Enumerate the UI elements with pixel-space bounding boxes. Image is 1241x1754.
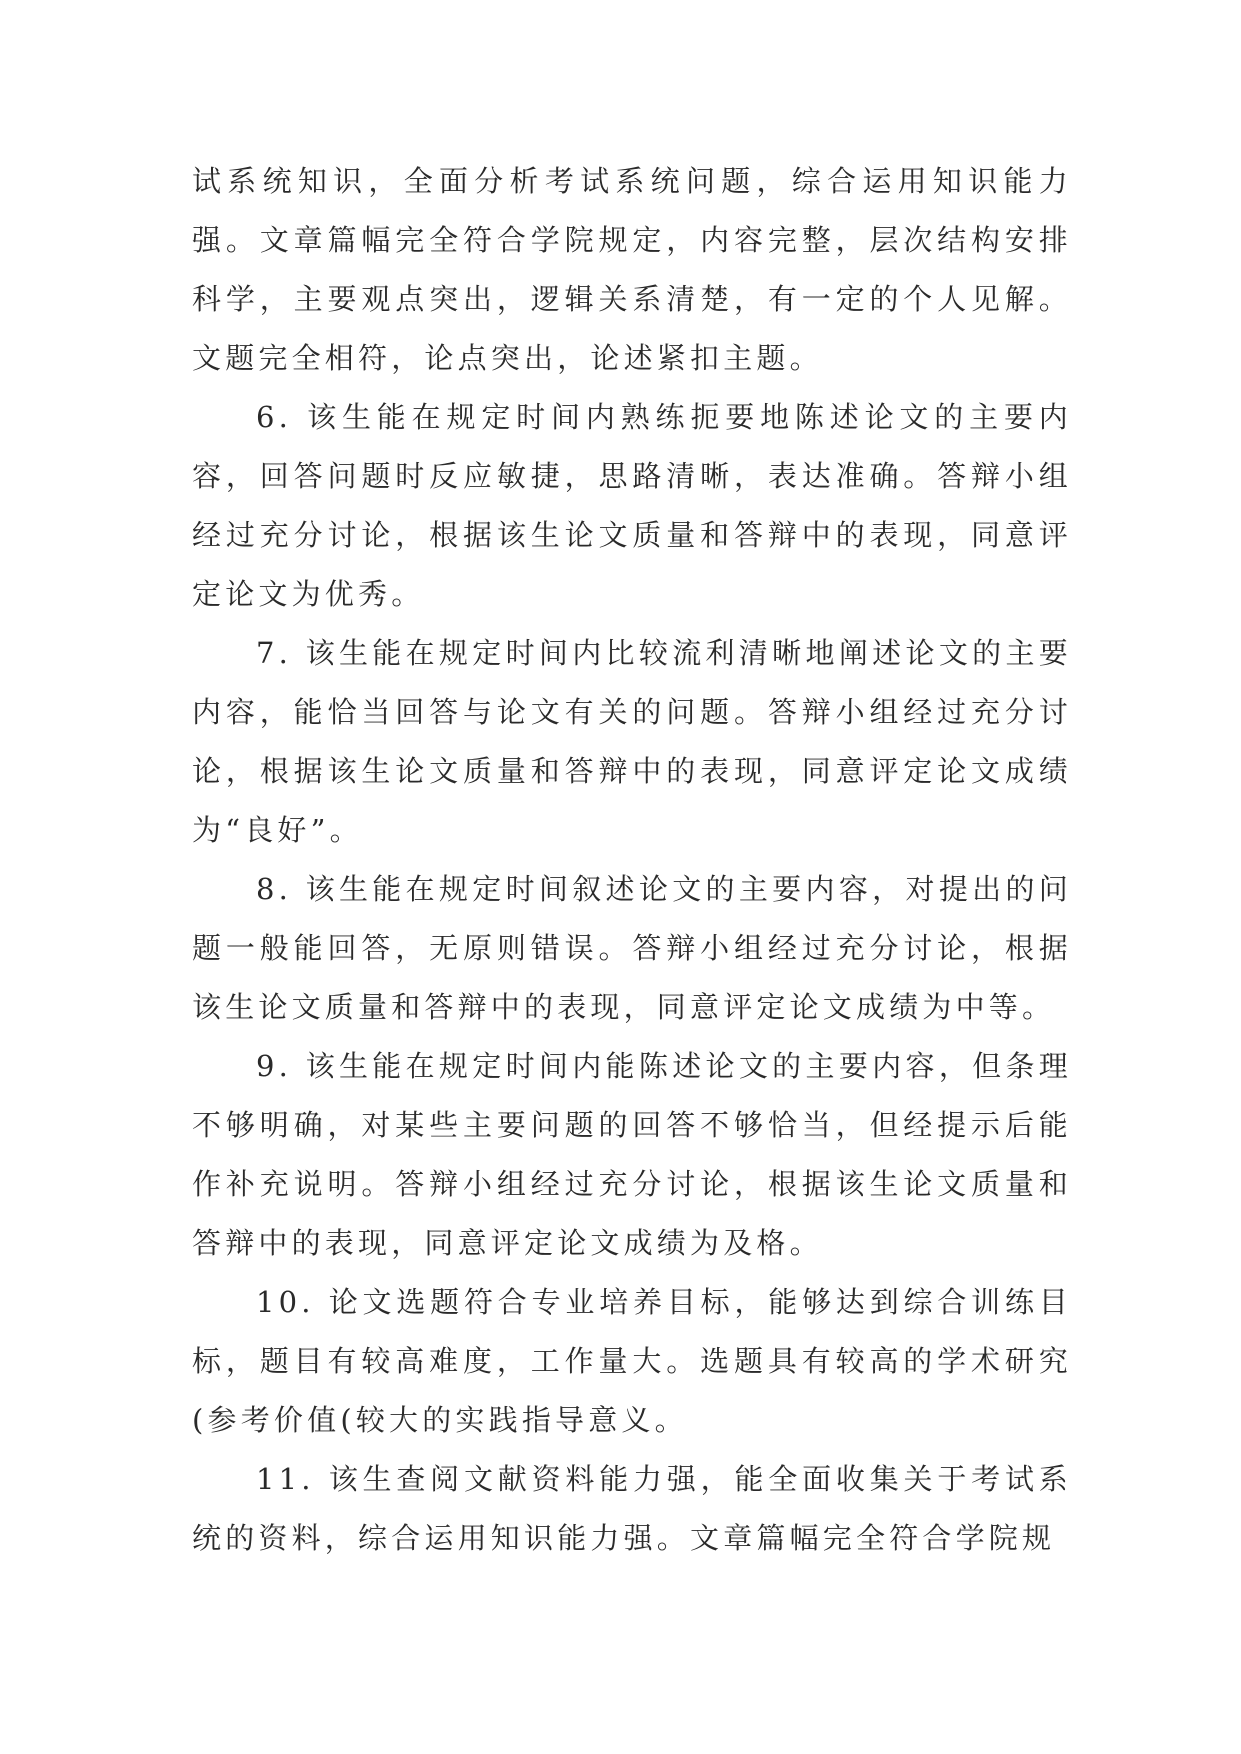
paragraph-10: 10. 论文选题符合专业培养目标，能够达到综合训练目标，题目有较高难度，工作量大。选题具有较高的学术研究(参考价值(较大的实践指导意义。 xyxy=(192,1285,1072,1437)
paragraph-11: 11. 该生查阅文献资料能力强，能全面收集关于考试系统的资料，综合运用知识能力强。文章篇幅完全符合学院规 xyxy=(192,1462,1072,1555)
paragraph-9: 9. 该生能在规定时间内能陈述论文的主要内容，但条理不够明确，对某些主要问题的回答不够恰当，但经提示后能作补充说明。答辩小组经过充分讨论，根据该生论文质量和答辩中的表现，同意评定论文成绩为及格。 xyxy=(192,1049,1072,1260)
paragraph-5-continuation: 试系统知识，全面分析考试系统问题，综合运用知识能力强。文章篇幅完全符合学院规定，内容完整，层次结构安排科学，主要观点突出，逻辑关系清楚，有一定的个人见解。文题完全相符，论点突出，论述紧扣主题。 xyxy=(192,164,1072,375)
document-body xyxy=(192,152,1072,1568)
paragraph-6: 6. 该生能在规定时间内熟练扼要地陈述论文的主要内容，回答问题时反应敏捷，思路清晰，表达准确。答辩小组经过充分讨论，根据该生论文质量和答辩中的表现，同意评定论文为优秀。 xyxy=(192,400,1072,611)
paragraph-8: 8. 该生能在规定时间叙述论文的主要内容，对提出的问题一般能回答，无原则错误。答辩小组经过充分讨论，根据该生论文质量和答辩中的表现，同意评定论文成绩为中等。 xyxy=(192,872,1072,1024)
paragraph-7: 7. 该生能在规定时间内比较流利清晰地阐述论文的主要内容，能恰当回答与论文有关的问题。答辩小组经过充分讨论，根据该生论文质量和答辩中的表现，同意评定论文成绩为“良好”。 xyxy=(192,636,1072,847)
